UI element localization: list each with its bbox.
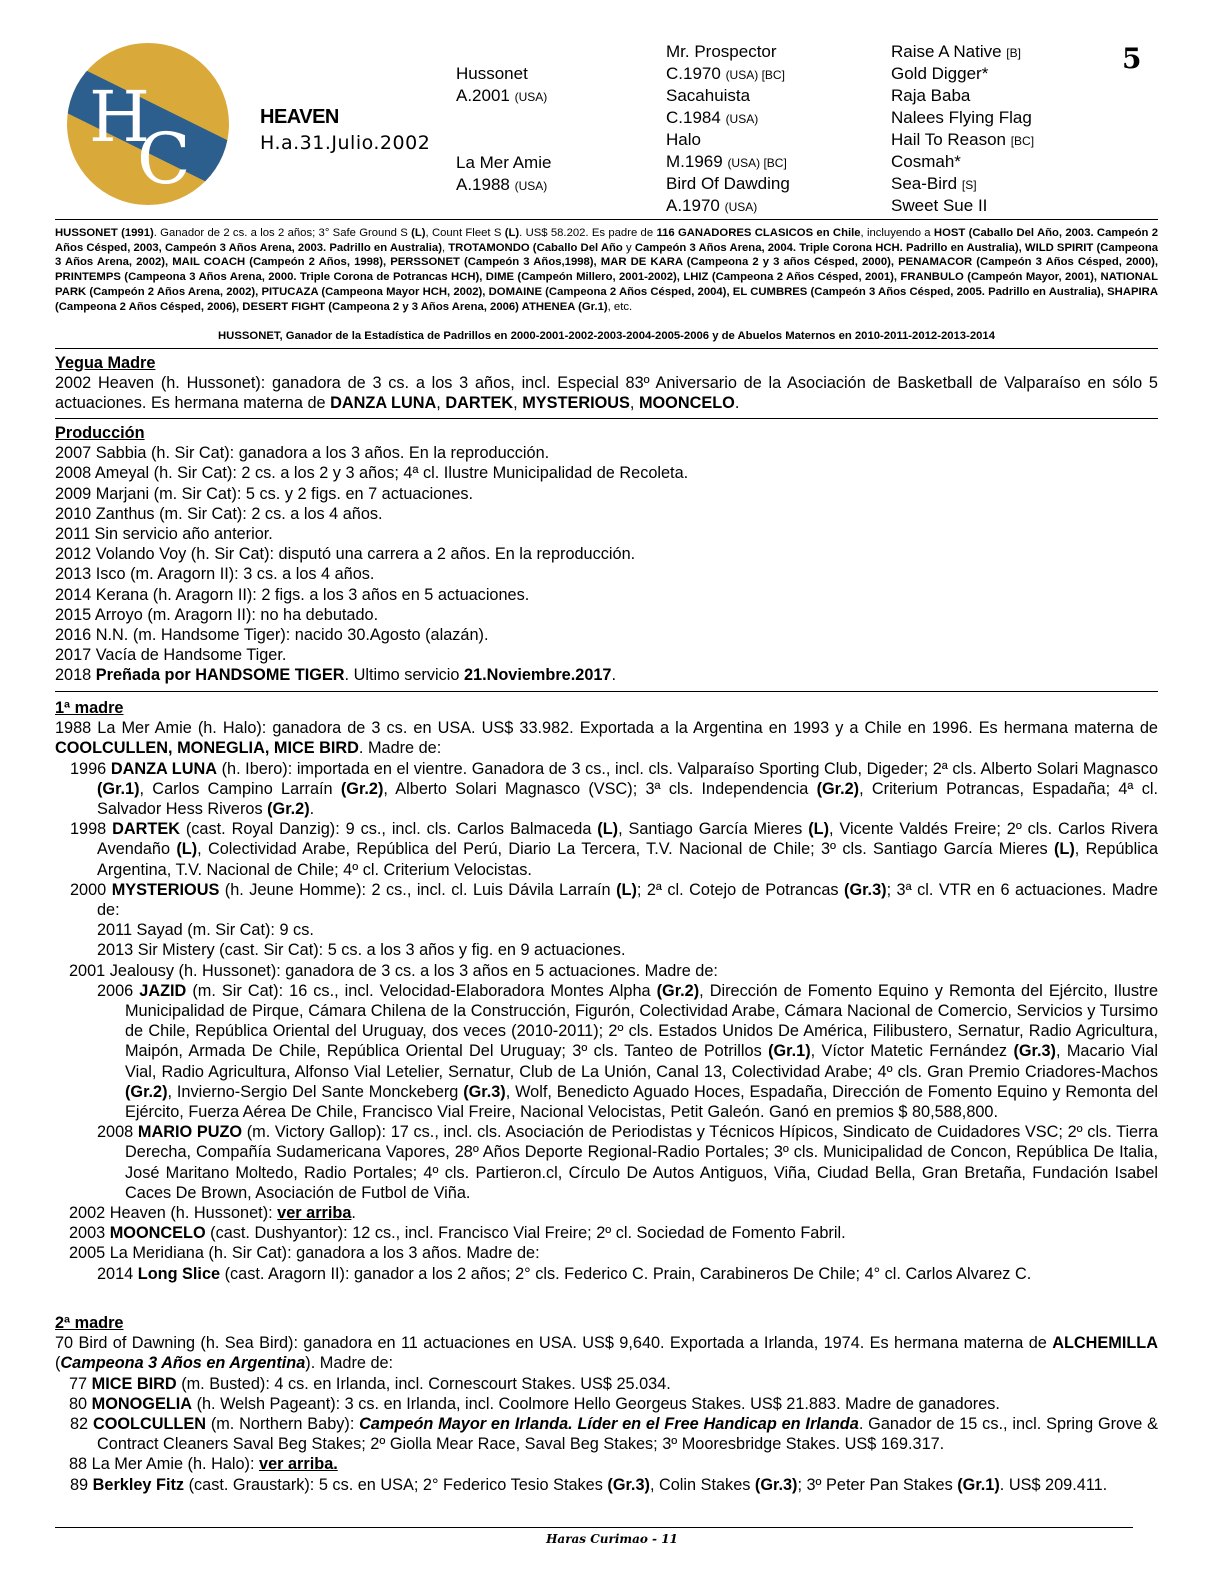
offspring-heaven: 2002 Heaven (h. Hussonet): ver arriba.	[69, 1204, 356, 1223]
footer-divider	[55, 1527, 1133, 1528]
pedigree-ggsire-6: Cosmah*	[891, 152, 961, 171]
segunda-madre-intro: 70 Bird of Dawning (h. Sea Bird): ganadora en 11 actuaciones en USA. US$ 9,640. Exportada a Irlanda, 1974. Es hermana materna de ALCHEMILLA (Campeona 3 Años en Argentina). Madre de:	[55, 1334, 1158, 1373]
divider	[55, 418, 1158, 419]
pedigree-granddam: Sacahuista	[666, 86, 751, 105]
section-title: 2ª madre	[55, 1314, 124, 1332]
offspring-danza-luna: 1996 DANZA LUNA (h. Ibero): importada en el vientre. Ganadora de 3 cs., incl. cls. Valparaíso Sporting Club, Digeder; 2ª cls. Alberto Solari Magnasco (Gr.1), Carlos Campino Larraín (Gr.2), Alberto Solari Magnasco (VSC); 3ª cls. Independencia (Gr.2), Criterium Potrancas, Espadaña; 4ª cl. Salvador Hess Riveros (Gr.2).	[70, 759, 1158, 819]
pedigree-ggsire-2: Gold Digger*	[891, 64, 989, 83]
pedigree-damsire-meta: M.1969 (USA) [BC]	[666, 152, 787, 171]
offspring-dartek: 1998 DARTEK (cast. Royal Danzig): 9 cs., incl. cls. Carlos Balmaceda (L), Santiago García Mieres (L), Vicente Valdés Freire; 2º cls. Carlos Rivera Avendaño (L), Colectividad Arabe, República del Perú, Diario La Tercera, T.V. Nacional de Chile; 3º cls. Santiago García Mieres (L), República Argentina, T.V. Nacional de Chile; 4º cl. Criterium Velocistas.	[70, 820, 1159, 879]
produccion-item: 2010 Zanthus (m. Sir Cat): 2 cs. a los 4 años.	[55, 504, 383, 523]
logo-letter-h: H	[89, 76, 151, 158]
produccion-item: 2011 Sin servicio año anterior.	[55, 525, 273, 544]
horse-name: HEAVEN	[260, 106, 339, 128]
offspring-coolcullen: 82 COOLCULLEN (m. Northern Baby): Campeón Mayor en Irlanda. Líder en el Free Handicap en Irlanda. Ganador de 15 cs., incl. Spring Grove & Contract Cleaners Saval Beg Stakes; 2º Giolla Mear Race, Saval Beg Stakes; 3º Mooresbridge Stakes. US$ 169.317.	[70, 1415, 1158, 1454]
pedigree-grandsire-meta: C.1970 (USA) [BC]	[666, 64, 785, 83]
produccion-item: 2017 Vacía de Handsome Tiger.	[55, 646, 287, 665]
pedigree-dam: La Mer Amie	[456, 153, 552, 172]
produccion-item: 2007 Sabbia (h. Sir Cat): ganadora a los 3 años. En la reproducción.	[55, 444, 550, 463]
page-number: 5	[1122, 42, 1142, 75]
ver-arriba-link: ver arriba.	[259, 1455, 338, 1474]
yegua-madre-text: 2002 Heaven (h. Hussonet): ganadora de 3 cs. a los 3 años, incl. Especial 83º Aniversario de la Asociación de Basketball de Valparaíso en sólo 5 actuaciones. Es hermana materna de DANZA LUNA, DARTEK, MYSTERIOUS, MOONCELO.	[55, 374, 1158, 413]
pedigree-damdam: Bird Of Dawding	[666, 174, 790, 193]
pedigree-ggsire-8: Sweet Sue II	[891, 196, 988, 215]
pedigree-granddam-meta: C.1984 (USA)	[666, 108, 759, 127]
pedigree-damdam-meta: A.1970 (USA)	[666, 196, 758, 215]
section-title: Yegua Madre	[55, 354, 156, 372]
offspring-mooncelo: 2003 MOONCELO (cast. Dushyantor): 12 cs., incl. Francisco Vial Freire; 2º cl. Sociedad de Fomento Fabril.	[69, 1224, 846, 1243]
produccion-item: 2008 Ameyal (h. Sir Cat): 2 cs. a los 2 y 3 años; 4ª cl. Ilustre Municipalidad de Recoleta.	[55, 464, 689, 483]
produccion-item: 2012 Volando Voy (h. Sir Cat): disputó una carrera a 2 años. En la reproducción.	[55, 545, 636, 564]
divider	[55, 348, 1158, 349]
pedigree-ggsire-4: Nalees Flying Flag	[891, 108, 1032, 127]
produccion-section	[55, 423, 1158, 686]
pedigree-ggsire-1: Raise A Native [B]	[891, 42, 1021, 61]
produccion-item: 2016 N.N. (m. Handsome Tiger): nacido 30.Agosto (alazán).	[55, 626, 489, 645]
grand-offspring: 2011 Sayad (m. Sir Cat): 9 cs.	[97, 921, 314, 940]
grand-offspring-long-slice: 2014 Long Slice (cast. Aragorn II): ganador a los 2 años; 2° cls. Federico C. Prain, Carabineros De Chile; 4° cl. Carlos Alvarez C.	[97, 1264, 1032, 1283]
offspring-monogelia: 80 MONOGELIA (h. Welsh Pageant): 3 cs. en Irlanda, incl. Coolmore Hello Georgeus Stakes. US$ 21.883. Madre de ganadores.	[69, 1394, 1000, 1413]
primera-madre-section	[55, 698, 1158, 1284]
grand-offspring-jazid: 2006 JAZID (m. Sir Cat): 16 cs., incl. Velocidad-Elaboradora Montes Alpha (Gr.2), Dirección de Fomento Equino y Remonta del Ejército, Ilustre Municipalidad de Pirque, Cámara Chilena de la Construcción, Figurón, Colectividad Arabe, Cámara Nacional de Comercio, Servicios y Tursimo de Chile, República Oriental del Uruguay, dos veces (2010-2011); 2º cls. Estados Unidos De América, Filibustero, Sernatur, Radio Agricultura, Maipón, Armada De Chile, República Oriental Del Uruguay; 3º cls. Tanteo de Potrillos (Gr.1), Víctor Matetic Fernández (Gr.3), Macario Vial Vial, Radio Agricultura, Alfonso Vial Letelier, Sernatur, Club de La Unión, Canal 13, Colectividad Arabe; 4º cls. Gran Premio Criadores-Machos (Gr.2), Invierno-Sergio Del Sante Monckeberg (Gr.3), Wolf, Benedicto Aguado Hoces, Espadaña, Dirección de Fomento Equino y Remonta del Ejército, Fuerza Aérea De Chile, Francisco Vial Freire, Nacional Velocistas, Petit Galeón. Ganó en premios $ 80,588,800.	[97, 981, 1158, 1122]
produccion-item: 2018 Preñada por HANDSOME TIGER. Ultimo servicio 21.Noviembre.2017.	[55, 666, 617, 685]
produccion-item: 2014 Kerana (h. Aragorn II): 2 figs. a los 3 años en 5 actuaciones.	[55, 585, 530, 604]
section-title: Producción	[55, 424, 145, 442]
offspring-mysterious: 2000 MYSTERIOUS (h. Jeune Homme): 2 cs., incl. cl. Luis Dávila Larraín (L); 2ª cl. Cotejo de Potrancas (Gr.3); 3ª cl. VTR en 6 actuaciones. Madre de:	[70, 880, 1158, 920]
segunda-madre-section	[55, 1313, 1158, 1495]
offspring-la-mer-amie: 88 La Mer Amie (h. Halo): ver arriba.	[69, 1455, 338, 1474]
divider	[55, 691, 1158, 692]
offspring-la-meridiana: 2005 La Meridiana (h. Sir Cat): ganadora a los 3 años. Madre de:	[69, 1244, 540, 1263]
pedigree-sire: Hussonet	[456, 64, 528, 83]
pedigree-sire-meta: A.2001 (USA)	[456, 86, 548, 105]
footer-text: Haras Curimao - 11	[546, 1532, 678, 1546]
pedigree-ggsire-3: Raja Baba	[891, 86, 971, 105]
produccion-item: 2013 Isco (m. Aragorn II): 3 cs. a los 4 años.	[55, 565, 375, 584]
offspring-jealousy: 2001 Jealousy (h. Hussonet): ganadora de 3 cs. a los 3 años en 5 actuaciones. Madre de:	[69, 961, 718, 980]
divider	[55, 219, 1158, 220]
grand-offspring: 2013 Sir Mistery (cast. Sir Cat): 5 cs. a los 3 años y fig. en 9 actuaciones.	[97, 941, 626, 960]
offspring-mice-bird: 77 MICE BIRD (m. Busted): 4 cs. en Irlanda, incl. Cornescourt Stakes. US$ 25.034.	[69, 1374, 671, 1393]
section-title: 1ª madre	[55, 699, 124, 717]
logo-letter-c: C	[137, 118, 191, 200]
produccion-item: 2009 Marjani (m. Sir Cat): 5 cs. y 2 figs. en 7 actuaciones.	[55, 484, 474, 503]
horse-birth-date: H.a.31.Julio.2002	[260, 132, 431, 154]
yegua-madre-section	[55, 353, 1158, 414]
grand-offspring-mario-puzo: 2008 MARIO PUZO (m. Victory Gallop): 17 cs., incl. cls. Asociación de Periodistas y Técnicos Hípicos, Sindicato de Cuidadores VSC; 2º cls. Tierra Derecha, Compañía Sudamericana Vapores, 28º Años Deporte Regional-Radio Portales; 3º cls. Municipalidad de Concon, República De Italia, José Maritano Moltedo, Radio Portales; 4º cls. Partieron.cl, Círculo De Autos Antiguos, Viña, Ciudad Bella, Gran Bretaña, Fundación Isabel Caces De Brown, Asociación de Futbol de Viña.	[97, 1123, 1159, 1202]
primera-madre-intro: 1988 La Mer Amie (h. Halo): ganadora de 3 cs. en USA. US$ 33.982. Exportada a la Argentina en 1993 y a Chile en 1996. Es hermana materna de COOLCULLEN, MONEGLIA, MICE BIRD. Madre de:	[55, 719, 1158, 758]
sire-notes: HUSSONET (1991). Ganador de 2 cs. a los 2 años; 3° Safe Ground S (L), Count Fleet S (L). US$ 58.202. Es padre de 116 GANADORES CLASICOS en Chile, incluyendo a HOST (Caballo Del Año, 2003. Campeón 2 Años Césped, 2003, Campeón 3 Años Arena, 2003. Padrillo en Australia), TROTAMONDO (Caballo Del Año y Campeón 3 Años Arena, 2004. Triple Corona HCH. Padrillo en Australia), WILD SPIRIT (Campeona 3 Años Arena, 2002), MAIL COACH (Campeón 2 Años, 1998), PERSSONET (Campeón 3 Años,1998), MAR DE KARA (Campeona 2 y 3 años Césped, 2000), PENAMACOR (Campeón 3 Años Césped, 2000), PRINTEMPS (Campeona 3 Años Arena, 2000. Triple Corona de Potrancas HCH), DIME (Campeón Millero, 2001-2002), LHIZ (Campeona 2 Años Césped, 2001), FRANBULO (Campeón Mayor, 2001), NATIONAL PARK (Campeón 2 Años Arena, 2002), PITUCAZA (Campeona Mayor HCH, 2002), DOMAINE (Campeona 2 Años Césped, 2004), EL CUMBRES (Campeón 3 Años Césped, 2005. Padrillo en Australia), SHAPIRA (Campeona 2 Años Césped, 2006), DESERT FIGHT (Campeona 2 y 3 Años Arena, 2006) ATHENEA (Gr.1), etc.	[55, 227, 1159, 313]
offspring-berkley-fitz: 89 Berkley Fitz (cast. Graustark): 5 cs. en USA; 2° Federico Tesio Stakes (Gr.3), Colin Stakes (Gr.3); 3º Peter Pan Stakes (Gr.1). US$ 209.411.	[70, 1475, 1108, 1494]
pedigree-grandsire: Mr. Prospector	[666, 42, 777, 61]
pedigree-ggsire-7: Sea-Bird [S]	[891, 174, 977, 193]
pedigree-dam-meta: A.1988 (USA)	[456, 175, 548, 194]
pedigree-damsire: Halo	[666, 130, 701, 149]
pedigree-ggsire-5: Hail To Reason [BC]	[891, 130, 1035, 149]
produccion-item: 2015 Arroyo (m. Aragorn II): no ha debutado.	[55, 605, 379, 624]
sire-statistics: HUSSONET, Ganador de la Estadística de Padrillos en 2000-2001-2002-2003-2004-2005-2006 y de Abuelos Maternos en 2010-2011-2012-2013-2014	[218, 330, 995, 342]
haras-curimao-logo	[67, 43, 229, 205]
ver-arriba-link: ver arriba	[277, 1204, 352, 1223]
